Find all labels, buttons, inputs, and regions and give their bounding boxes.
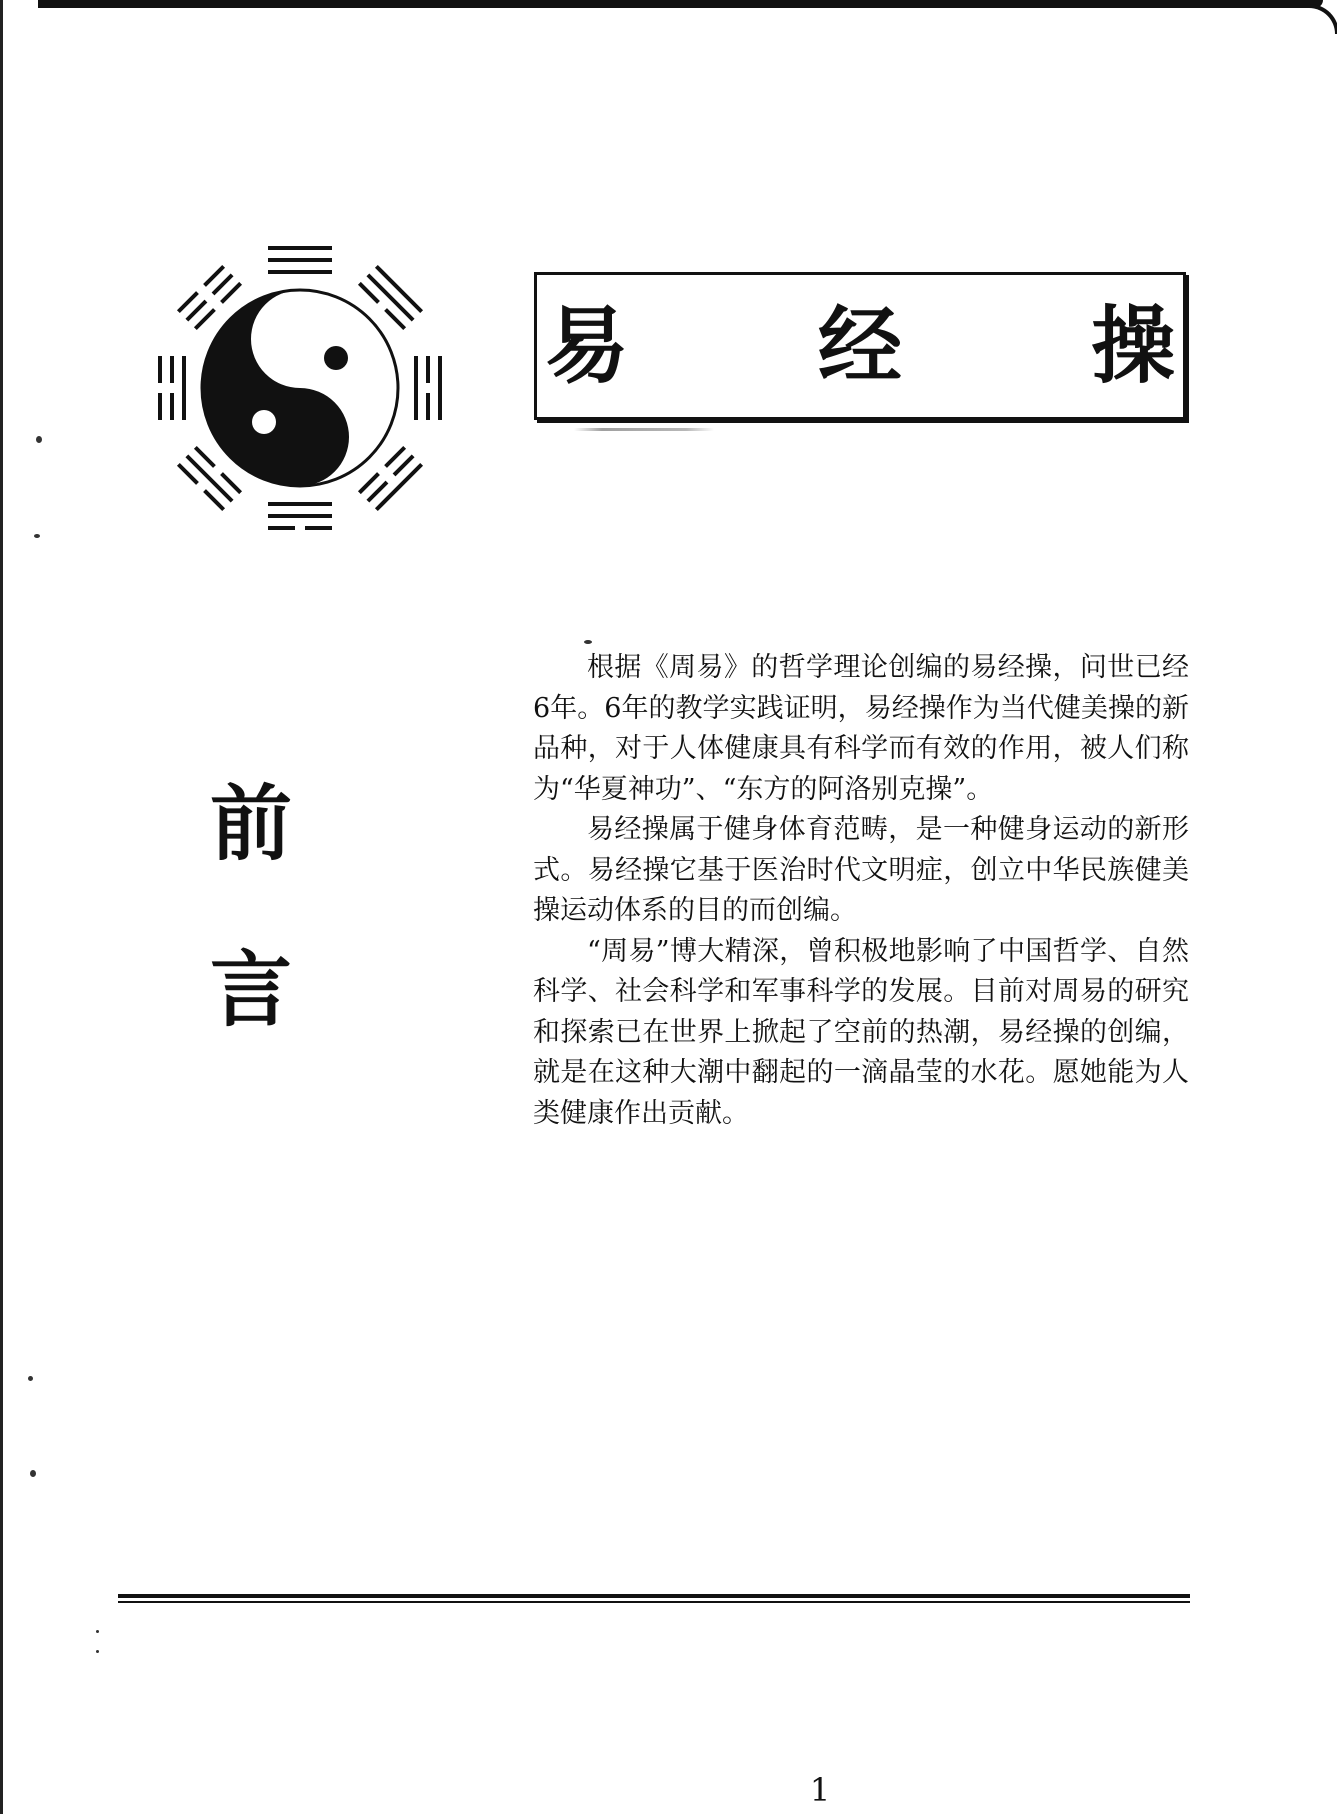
scan-speck bbox=[96, 1650, 99, 1653]
paragraph: “周易”博大精深，曾积极地影响了中国哲学、自然科学、社会科学和军事科学的发展。目前对周易的研究和探索已在世界上掀起了空前的热潮，易经操的创编，就是在这种大潮中翻起的一滴晶莹的水花。愿她能为人类健康作出贡献。 bbox=[533, 935, 1189, 1129]
scan-speck bbox=[30, 1470, 36, 1477]
trigram bbox=[416, 356, 440, 420]
preface-heading-char-2: 言 bbox=[209, 943, 292, 1038]
trigram bbox=[268, 504, 332, 528]
page-left-edge bbox=[0, 0, 3, 1814]
scan-speck bbox=[96, 1630, 99, 1633]
preface-body bbox=[533, 648, 1189, 1134]
scan-speck bbox=[28, 1376, 33, 1381]
trigram bbox=[160, 356, 184, 420]
top-border-rule bbox=[38, 0, 1323, 8]
page-number: 1 bbox=[809, 1771, 831, 1809]
title-smudge bbox=[574, 428, 714, 431]
bottom-double-rule bbox=[118, 1594, 1190, 1604]
scan-speck bbox=[36, 436, 42, 443]
preface-heading-char-1: 前 bbox=[209, 777, 292, 872]
scan-speck bbox=[34, 534, 40, 538]
page-title: 易 经 操 bbox=[544, 297, 1256, 395]
bottom-rule-thick bbox=[118, 1594, 1190, 1598]
paragraph: 根据《周易》的哲学理论创编的易经操，问世已经6年。6年的教学实践证明，易经操作为当代健美操的新品种，对于人体健康具有科学而有效的作用，被人们称为“华夏神功”、“东方的阿洛别克操”。 bbox=[533, 652, 1189, 805]
taiji-bagua-icon bbox=[140, 228, 460, 548]
preface-heading bbox=[196, 742, 306, 1074]
bottom-rule-thin bbox=[118, 1601, 1190, 1603]
trigram bbox=[268, 248, 332, 272]
title-box bbox=[534, 272, 1256, 420]
scan-speck bbox=[584, 640, 592, 644]
paragraph: 易经操属于健身体育范畴，是一种健身运动的新形式。易经操它基于医治时代文明症，创立中华民族健美操运动体系的目的而创编。 bbox=[533, 814, 1189, 926]
